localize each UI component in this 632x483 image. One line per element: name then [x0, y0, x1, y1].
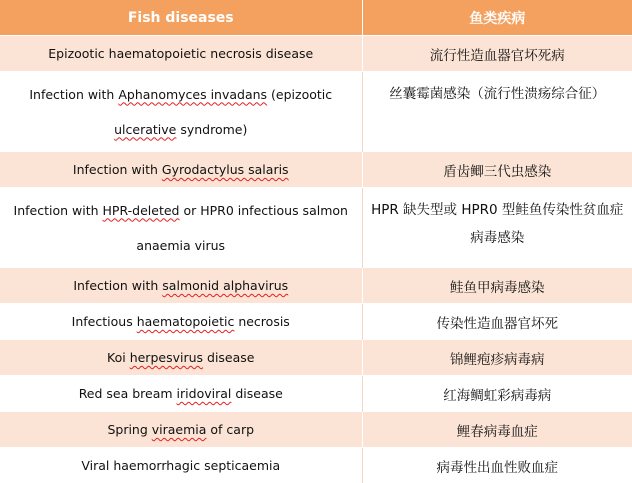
disease-name-cn: 传染性造血器官坏死 [362, 304, 632, 340]
disease-name-en: Infection with Aphanomyces invadans (epizootic ulcerative syndrome) [0, 72, 362, 152]
disease-name-en: Spring viraemia of carp [0, 412, 362, 448]
disease-name-en: Viral haemorrhagic septicaemia [0, 448, 362, 483]
disease-name-en: Infection with Gyrodactylus salaris [0, 152, 362, 188]
disease-name-cn: 鲑鱼甲病毒感染 [362, 268, 632, 304]
table-header-row [0, 0, 632, 36]
disease-name-en: Infection with HPR-deleted or HPR0 infectious salmon anaemia virus [0, 188, 362, 268]
table-row [0, 376, 632, 412]
disease-name-cn: HPR 缺失型或 HPR0 型鲑鱼传染性贫血症病毒感染 [362, 188, 632, 268]
disease-name-cn: 盾齿鲫三代虫感染 [362, 152, 632, 188]
disease-name-en: Infection with salmonid alphavirus [0, 268, 362, 304]
table-row [0, 36, 632, 72]
disease-name-cn: 丝囊霉菌感染（流行性溃疡综合征） [362, 72, 632, 152]
table-row [0, 72, 632, 152]
disease-name-cn: 病毒性出血性败血症 [362, 448, 632, 483]
disease-name-en: Epizootic haematopoietic necrosis disease [0, 36, 362, 72]
table-row [0, 304, 632, 340]
disease-name-cn: 锦鲤疱疹病毒病 [362, 340, 632, 376]
disease-name-en: Infectious haematopoietic necrosis [0, 304, 362, 340]
table-row [0, 340, 632, 376]
disease-name-cn: 红海鲷虹彩病毒病 [362, 376, 632, 412]
table-row [0, 448, 632, 483]
disease-name-en: Koi herpesvirus disease [0, 340, 362, 376]
table-row [0, 268, 632, 304]
disease-name-cn: 流行性造血器官坏死病 [362, 36, 632, 72]
header-fish-diseases-cn: 鱼类疾病 [362, 0, 632, 36]
header-fish-diseases: Fish diseases [0, 0, 362, 36]
table-row [0, 152, 632, 188]
table-row [0, 188, 632, 268]
disease-name-cn: 鲤春病毒血症 [362, 412, 632, 448]
table-row [0, 412, 632, 448]
disease-name-en: Red sea bream iridoviral disease [0, 376, 362, 412]
